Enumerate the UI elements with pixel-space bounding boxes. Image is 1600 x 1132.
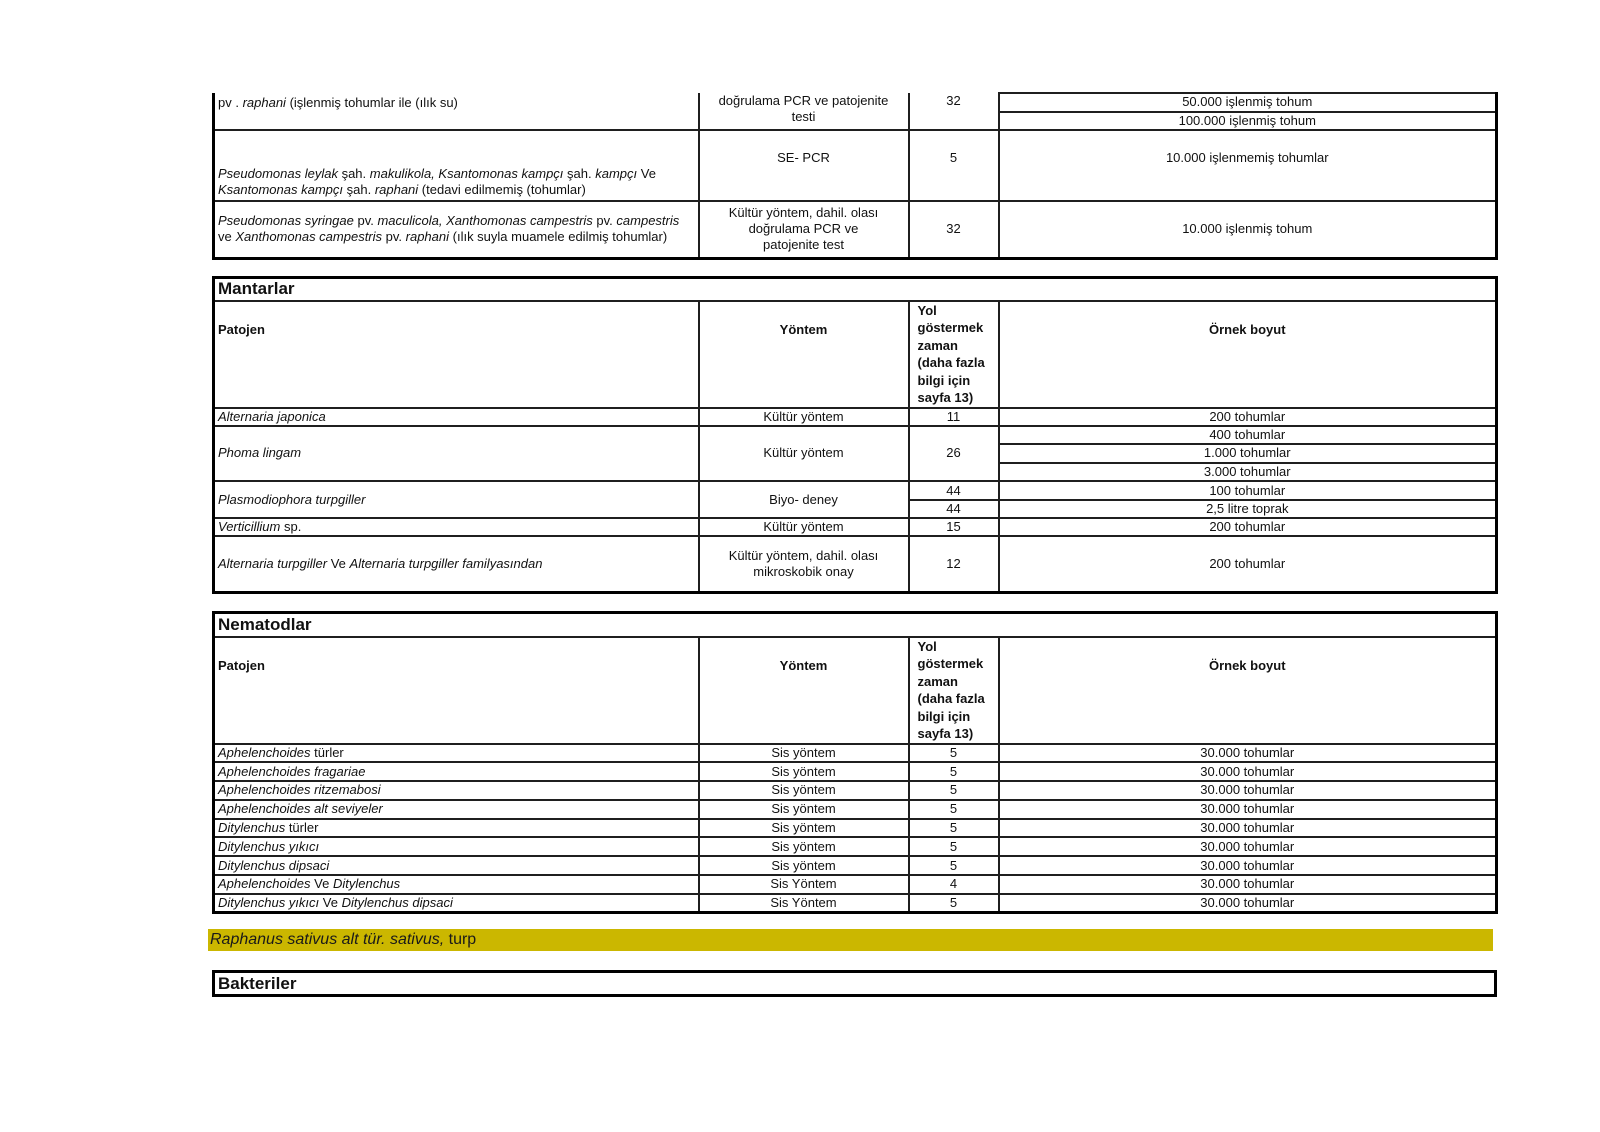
pathogen-name-text: (ılık suyla muamele edilmiş tohumlar) [449,229,668,245]
method-cell: Sis yöntem [699,800,909,819]
table-row [214,93,1497,112]
table-row [214,837,1497,856]
pathogen-name-text: türler [285,820,319,836]
days-cell: 15 [909,518,999,536]
table-row [214,481,1497,500]
sample-size-cell: 30.000 tohumlar [999,744,1497,763]
sample-size-cell: 10.000 işlenmiş tohum [999,201,1497,258]
table-row [214,762,1497,781]
pathogen-name-italic: Ditylenchus [218,820,286,836]
pathogen-name-text: pv. [353,213,378,229]
method-cell: Sis yöntem [699,744,909,763]
method-cell: doğrulama PCR ve patojenite testi [699,93,909,130]
pathogen-cell [214,819,699,838]
header-pathogen: Patojen [214,301,699,408]
pathogen-cell [214,837,699,856]
days-cell: 5 [909,762,999,781]
crop-scientific-name: Raphanus sativus alt tür. sativus, [210,931,445,948]
crop-common-name: turp [444,931,477,948]
table-row [214,894,1497,913]
header-pathogen: Patojen [214,637,699,744]
sample-size-cell: 30.000 tohumlar [999,819,1497,838]
pathogen-name-italic: Pseudomonas syringae [218,213,354,229]
pathogen-cell [214,894,699,913]
pathogen-name-italic: raphani [405,229,450,245]
sample-size-cell: 200 tohumlar [999,536,1497,592]
pathogen-name-text: pv. [382,229,406,245]
sample-size-cell: 400 tohumlar [999,426,1497,445]
sample-size-cell: 30.000 tohumlar [999,837,1497,856]
days-cell: 5 [909,837,999,856]
pathogen-cell [214,481,699,518]
days-cell: 4 [909,875,999,894]
pathogen-cell [214,130,699,201]
method-cell: Sis yöntem [699,856,909,875]
nematodes-table [212,611,1498,914]
pathogen-cell [214,408,699,426]
pathogen-cell [214,536,699,592]
table-row [214,819,1497,838]
days-cell: 32 [909,93,999,130]
pathogen-name-italic: Alternaria turpgiller familyasından [349,556,543,572]
bacteria-table-continuation [212,92,1498,260]
sample-size-cell: 3.000 tohumlar [999,463,1497,482]
table-row [214,536,1497,592]
pathogen-name-italic: makulikola, Ksantomonas kampçı [369,166,564,181]
crop-banner [208,929,1493,951]
pathogen-name-italic: Verticillium [218,519,281,535]
pathogen-name-text: Ve [319,895,342,911]
days-cell: 44 [909,481,999,500]
method-cell: Sis yöntem [699,837,909,856]
table-row [214,856,1497,875]
pathogen-name-text: sp. [280,519,302,535]
pathogen-cell [214,201,699,258]
pathogen-name-text: şah. [343,182,375,197]
pathogen-name-text: Ve [637,166,656,181]
pathogen-cell [214,875,699,894]
table-row [214,201,1497,258]
pathogen-name-italic: Plasmodiophora turpgiller [218,491,366,507]
pathogen-name-italic: maculicola, Xanthomonas campestris [377,213,593,229]
method-cell: Sis yöntem [699,781,909,800]
pathogen-name-text: Ve [310,876,333,892]
pathogen-name-text: Ve [327,556,350,572]
pathogen-name-text: (tedavi edilmemiş (tohumlar) [418,182,586,197]
pathogen-name-italic: raphani [374,182,419,197]
sample-size-cell: 200 tohumlar [999,518,1497,536]
pathogen-cell [214,800,699,819]
method-cell: SE- PCR [699,130,909,201]
method-cell: Kültür yöntem, dahil. olası mikroskobik onay [699,536,909,592]
sample-size-cell: 30.000 tohumlar [999,856,1497,875]
sample-size-cell: 200 tohumlar [999,408,1497,426]
pathogen-name-italic: Ditylenchus yıkıcı [218,895,320,911]
pathogen-name-italic: Aphelenchoides [218,744,311,760]
sample-size-cell: 30.000 tohumlar [999,800,1497,819]
pathogen-name-italic: Alternaria turpgiller [218,556,328,572]
pathogen-cell [214,426,699,482]
next-section-title: Bakteriler [212,970,1497,997]
sample-size-cell: 10.000 işlenmemiş tohumlar [999,130,1497,201]
sample-size-cell: 30.000 tohumlar [999,781,1497,800]
days-cell: 44 [909,500,999,519]
pathogen-name-italic: Pseudomonas leylak [218,166,338,181]
pathogen-name-italic: raphani [242,95,286,110]
method-cell: Kültür yöntem, dahil. olası doğrulama PCR ve patojenite test [699,201,909,258]
pathogen-name-text: pv. [592,213,617,229]
sample-size-cell: 100.000 işlenmiş tohum [999,112,1497,131]
days-cell: 5 [909,819,999,838]
sample-size-cell: 1.000 tohumlar [999,444,1497,463]
pathogen-name-italic: Ksantomonas kampçı [218,182,344,197]
days-cell: 11 [909,408,999,426]
table-row [214,875,1497,894]
pathogen-name-text: şah. [337,166,370,181]
bacteria-table-body [214,93,1497,258]
pathogen-name-italic: Ditylenchus dipsaci [218,857,330,873]
pathogen-name-text: şah. [563,166,596,181]
days-cell: 5 [909,894,999,913]
sample-size-cell: 2,5 litre toprak [999,500,1497,519]
pathogen-name-italic: Aphelenchoides alt seviyeler [218,801,383,817]
header-sample-size: Örnek boyut [999,301,1497,408]
column-header-row [214,301,1497,408]
pathogen-name-italic: campestris [616,213,680,229]
table-row [214,408,1497,426]
sample-size-cell: 30.000 tohumlar [999,894,1497,913]
nematodes-table-body [214,744,1497,913]
days-cell: 5 [909,781,999,800]
pathogen-name-text: ve [218,229,236,245]
pathogen-name-italic: Phoma lingam [218,445,302,461]
days-cell: 26 [909,426,999,482]
pathogen-cell [214,762,699,781]
header-days: Yol göstermek zaman (daha fazla bilgi için sayfa 13) [909,637,999,744]
table-row [214,426,1497,445]
days-cell: 5 [909,130,999,201]
table-row [214,518,1497,536]
column-header-row [214,637,1497,744]
method-cell: Sis Yöntem [699,875,909,894]
method-cell: Sis yöntem [699,762,909,781]
method-cell: Sis yöntem [699,819,909,838]
pathogen-name-italic: Ditylenchus [332,876,401,892]
pathogen-name-italic: Ditylenchus yıkıcı [218,838,320,854]
method-cell: Kültür yöntem [699,426,909,482]
section-title-row [214,278,1497,301]
method-cell: Biyo- deney [699,481,909,518]
pathogen-name-italic: kampçı [595,166,638,181]
fungi-table [212,276,1498,594]
section-title: Nematodlar [214,613,1497,637]
header-days: Yol göstermek zaman (daha fazla bilgi için sayfa 13) [909,301,999,408]
pathogen-name-italic: Alternaria japonica [218,408,326,424]
pathogen-name-text: türler [310,744,344,760]
fungi-table-body [214,408,1497,593]
days-cell: 5 [909,744,999,763]
pathogen-name-italic: Aphelenchoides ritzemabosi [218,782,381,798]
sample-size-cell: 30.000 tohumlar [999,762,1497,781]
sample-size-cell: 100 tohumlar [999,481,1497,500]
days-cell: 5 [909,800,999,819]
method-cell: Kültür yöntem [699,518,909,536]
pathogen-cell [214,856,699,875]
table-row [214,744,1497,763]
days-cell: 32 [909,201,999,258]
pathogen-name-italic: Aphelenchoides [218,876,311,892]
header-method: Yöntem [699,301,909,408]
pathogen-cell [214,518,699,536]
table-row [214,800,1497,819]
pathogen-cell [214,744,699,763]
days-cell: 5 [909,856,999,875]
sample-size-cell: 30.000 tohumlar [999,875,1497,894]
pathogen-cell [214,93,699,130]
header-sample-size: Örnek boyut [999,637,1497,744]
pathogen-name-italic: Ditylenchus dipsaci [341,895,453,911]
days-cell: 12 [909,536,999,592]
section-title: Mantarlar [214,278,1497,301]
table-row [214,130,1497,201]
table-row [214,781,1497,800]
section-title-row [214,613,1497,637]
header-method: Yöntem [699,637,909,744]
pathogen-name-italic: Xanthomonas campestris [235,229,383,245]
pathogen-name-italic: Aphelenchoides fragariae [218,763,366,779]
method-cell: Sis Yöntem [699,894,909,913]
sample-size-cell: 50.000 işlenmiş tohum [999,93,1497,112]
pathogen-name-text: (işlenmiş tohumlar ile (ılık su) [285,95,458,110]
pathogen-cell [214,781,699,800]
pathogen-name-text: pv . [218,95,243,110]
method-cell: Kültür yöntem [699,408,909,426]
